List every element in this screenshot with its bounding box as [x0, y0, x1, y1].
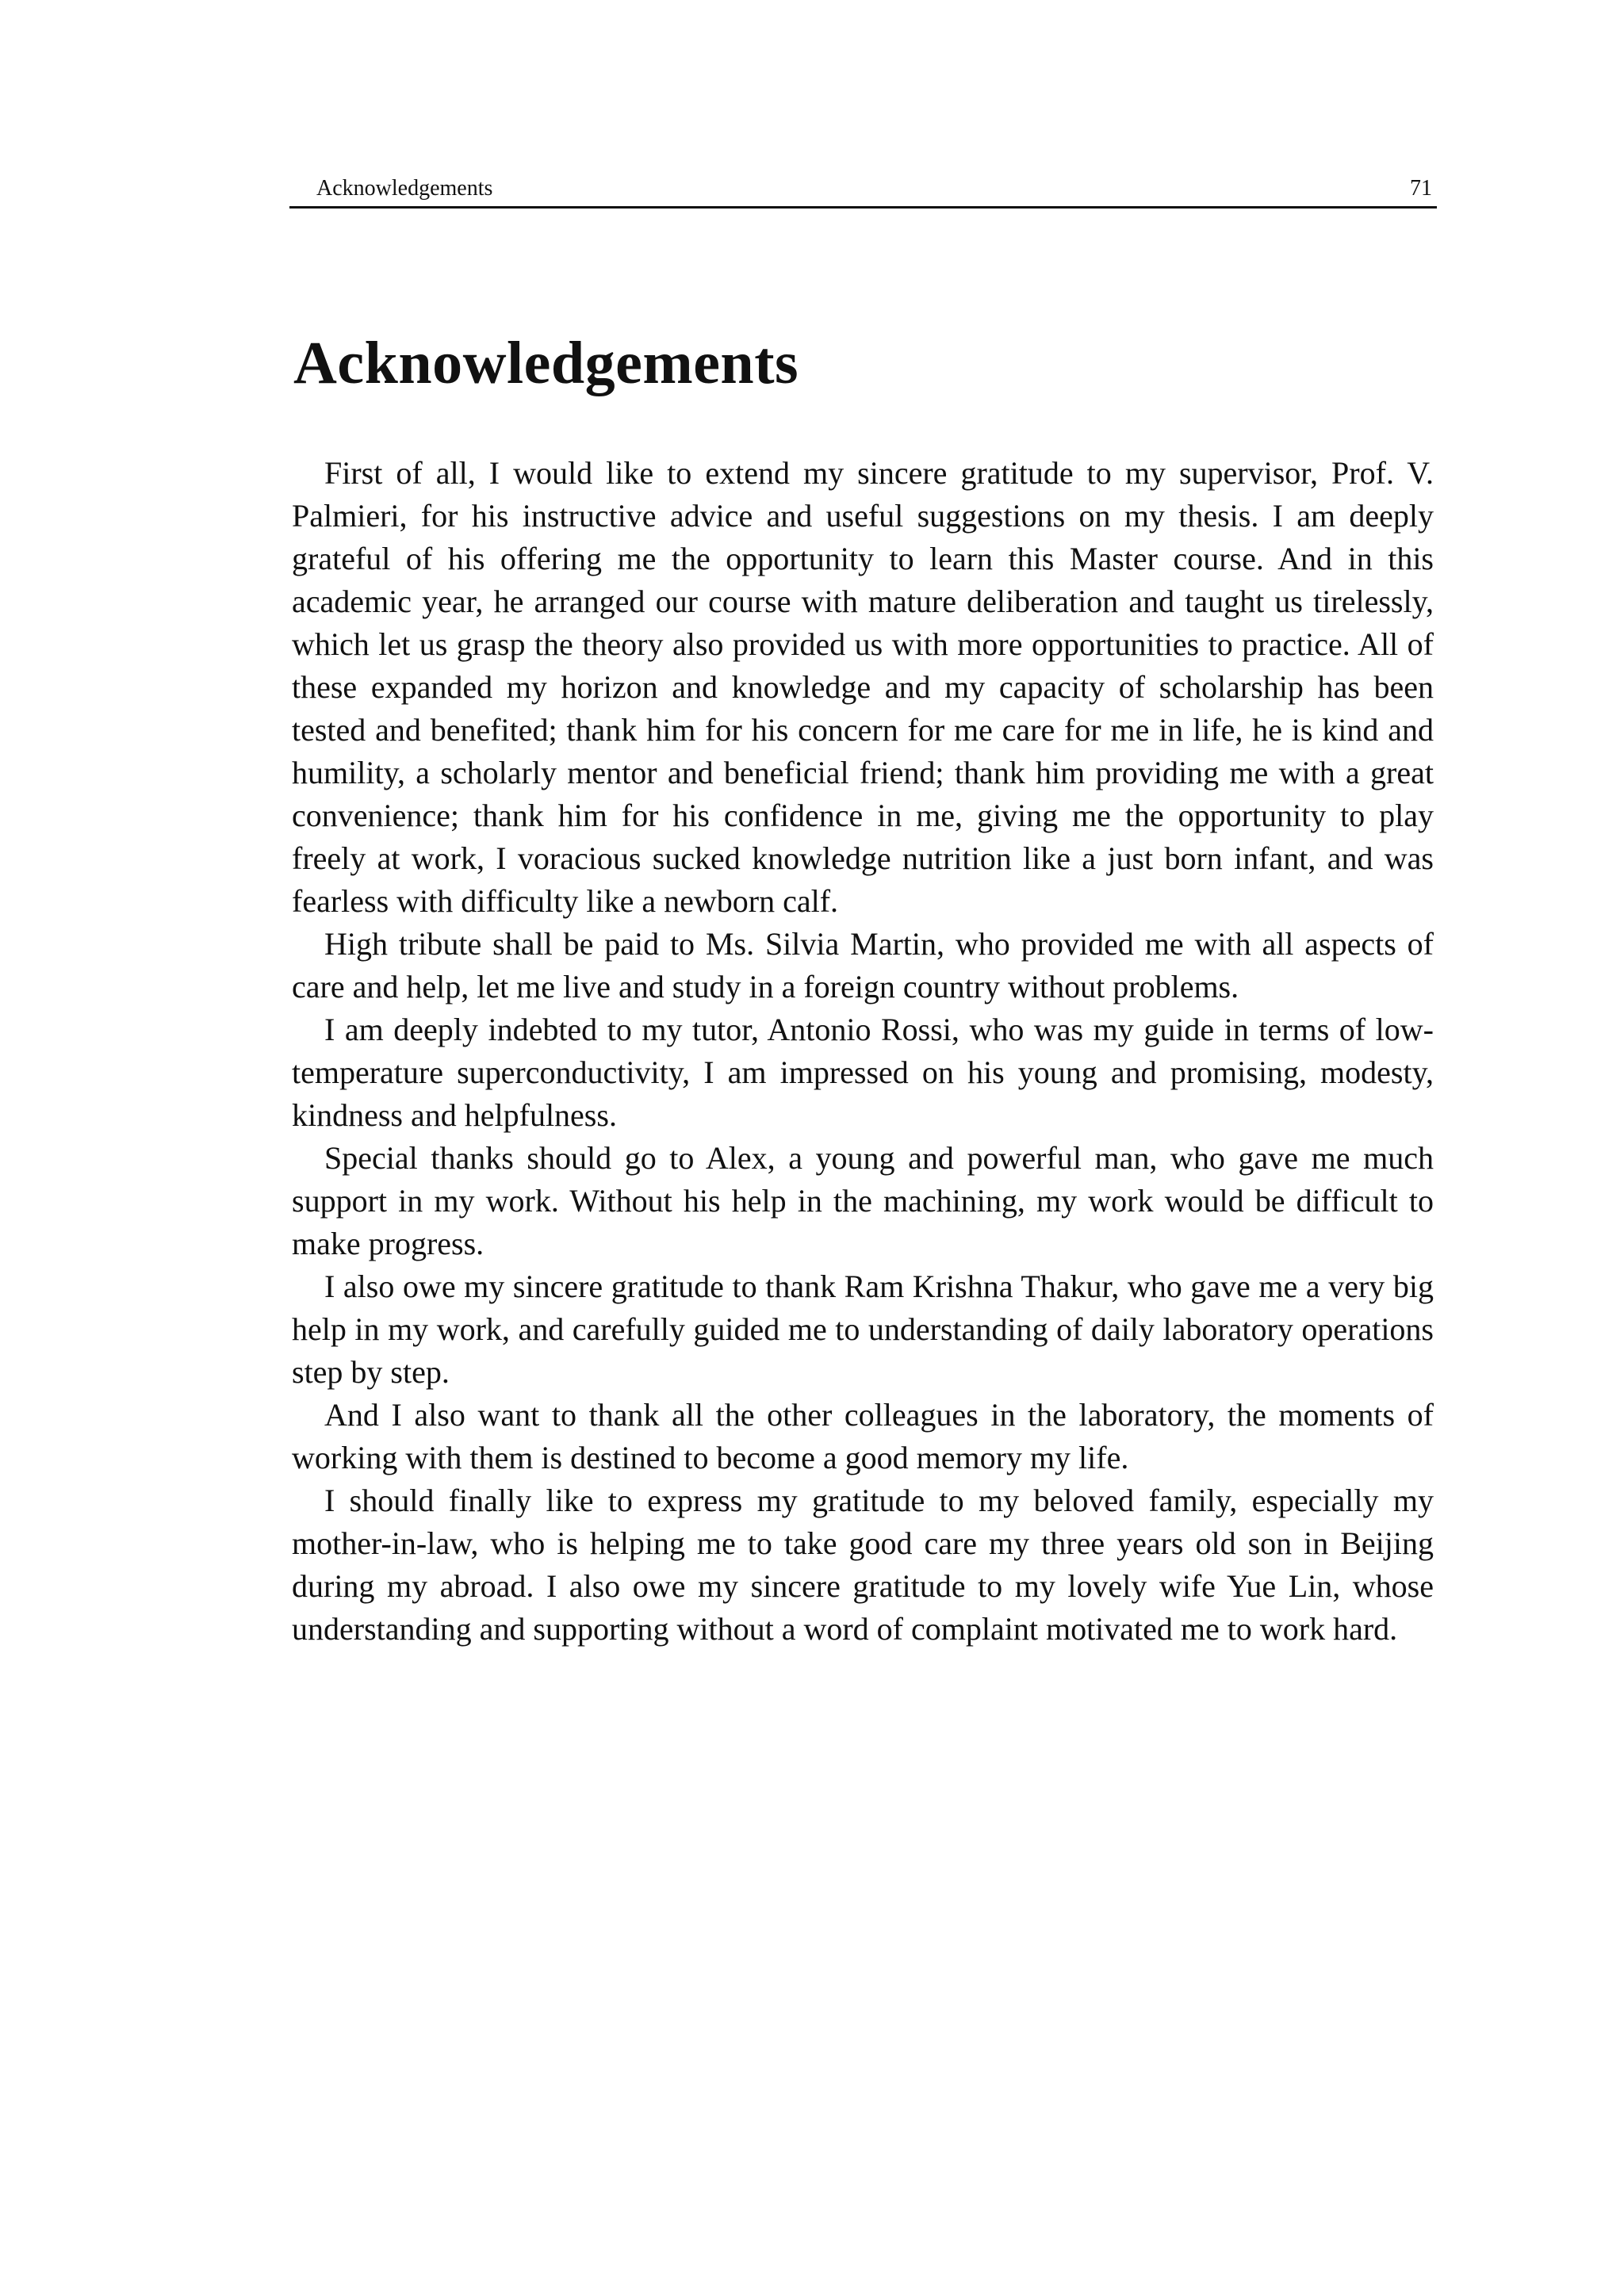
paragraph-silvia-martin: High tribute shall be paid to Ms. Silvia Martin, who provided me with all aspects of care and help, let me live and study in a foreign country without problems. — [292, 926, 1434, 1004]
running-header — [289, 171, 1437, 209]
paragraph-supervisor: First of all, I would like to extend my sincere gratitude to my supervisor, Prof. V. Palmieri, for his instructive advice and useful suggestions on my thesis. I am deeply grateful of his offering me the opportunity to learn this Master course. And in this academic year, he arranged our course with mature deliberation and taught us tirelessly, which let us grasp the theory also provided us with more opportunities to practice. All of these expanded my horizon and knowledge and my capacity of scholarship has been tested and benefited; thank him for his concern for me care for me in life, he is kind and humility, a scholarly mentor and beneficial friend; thank him providing me with a great convenience; thank him for his confidence in me, giving me the opportunity to play freely at work, I voracious sucked knowledge nutrition like a just born infant, and was fearless with difficulty like a newborn calf. — [292, 455, 1434, 919]
paragraph-antonio-rossi: I am deeply indebted to my tutor, Antonio Rossi, who was my guide in terms of low-temperature superconductivity, I am impressed on his young and promising, modesty, kindness and helpfulness. — [292, 1012, 1434, 1133]
paragraph-ram-krishna-thakur: I also owe my sincere gratitude to thank Ram Krishna Thakur, who gave me a very big help in my work, and carefully guided me to understanding of daily laboratory operations step by step. — [292, 1269, 1434, 1390]
body-text — [292, 452, 1434, 1651]
paragraph-colleagues: And I also want to thank all the other colleagues in the laboratory, the moments of working with them is destined to become a good memory my life. — [292, 1397, 1434, 1475]
paragraph-alex: Special thanks should go to Alex, a young and powerful man, who gave me much support in my work. Without his help in the machining, my work would be difficult to make progress. — [292, 1140, 1434, 1261]
page-number: 71 — [1410, 176, 1432, 201]
chapter-title: Acknowledgements — [293, 330, 799, 396]
paragraph-family: I should finally like to express my gratitude to my beloved family, especially my mother-in-law, who is helping me to take good care my three years old son in Beijing during my abroad. I also owe my sincere gratitude to my lovely wife Yue Lin, whose understanding and supporting without a word of complaint motivated me to work hard. — [292, 1483, 1434, 1647]
running-header-title: Acknowledgements — [316, 176, 493, 201]
